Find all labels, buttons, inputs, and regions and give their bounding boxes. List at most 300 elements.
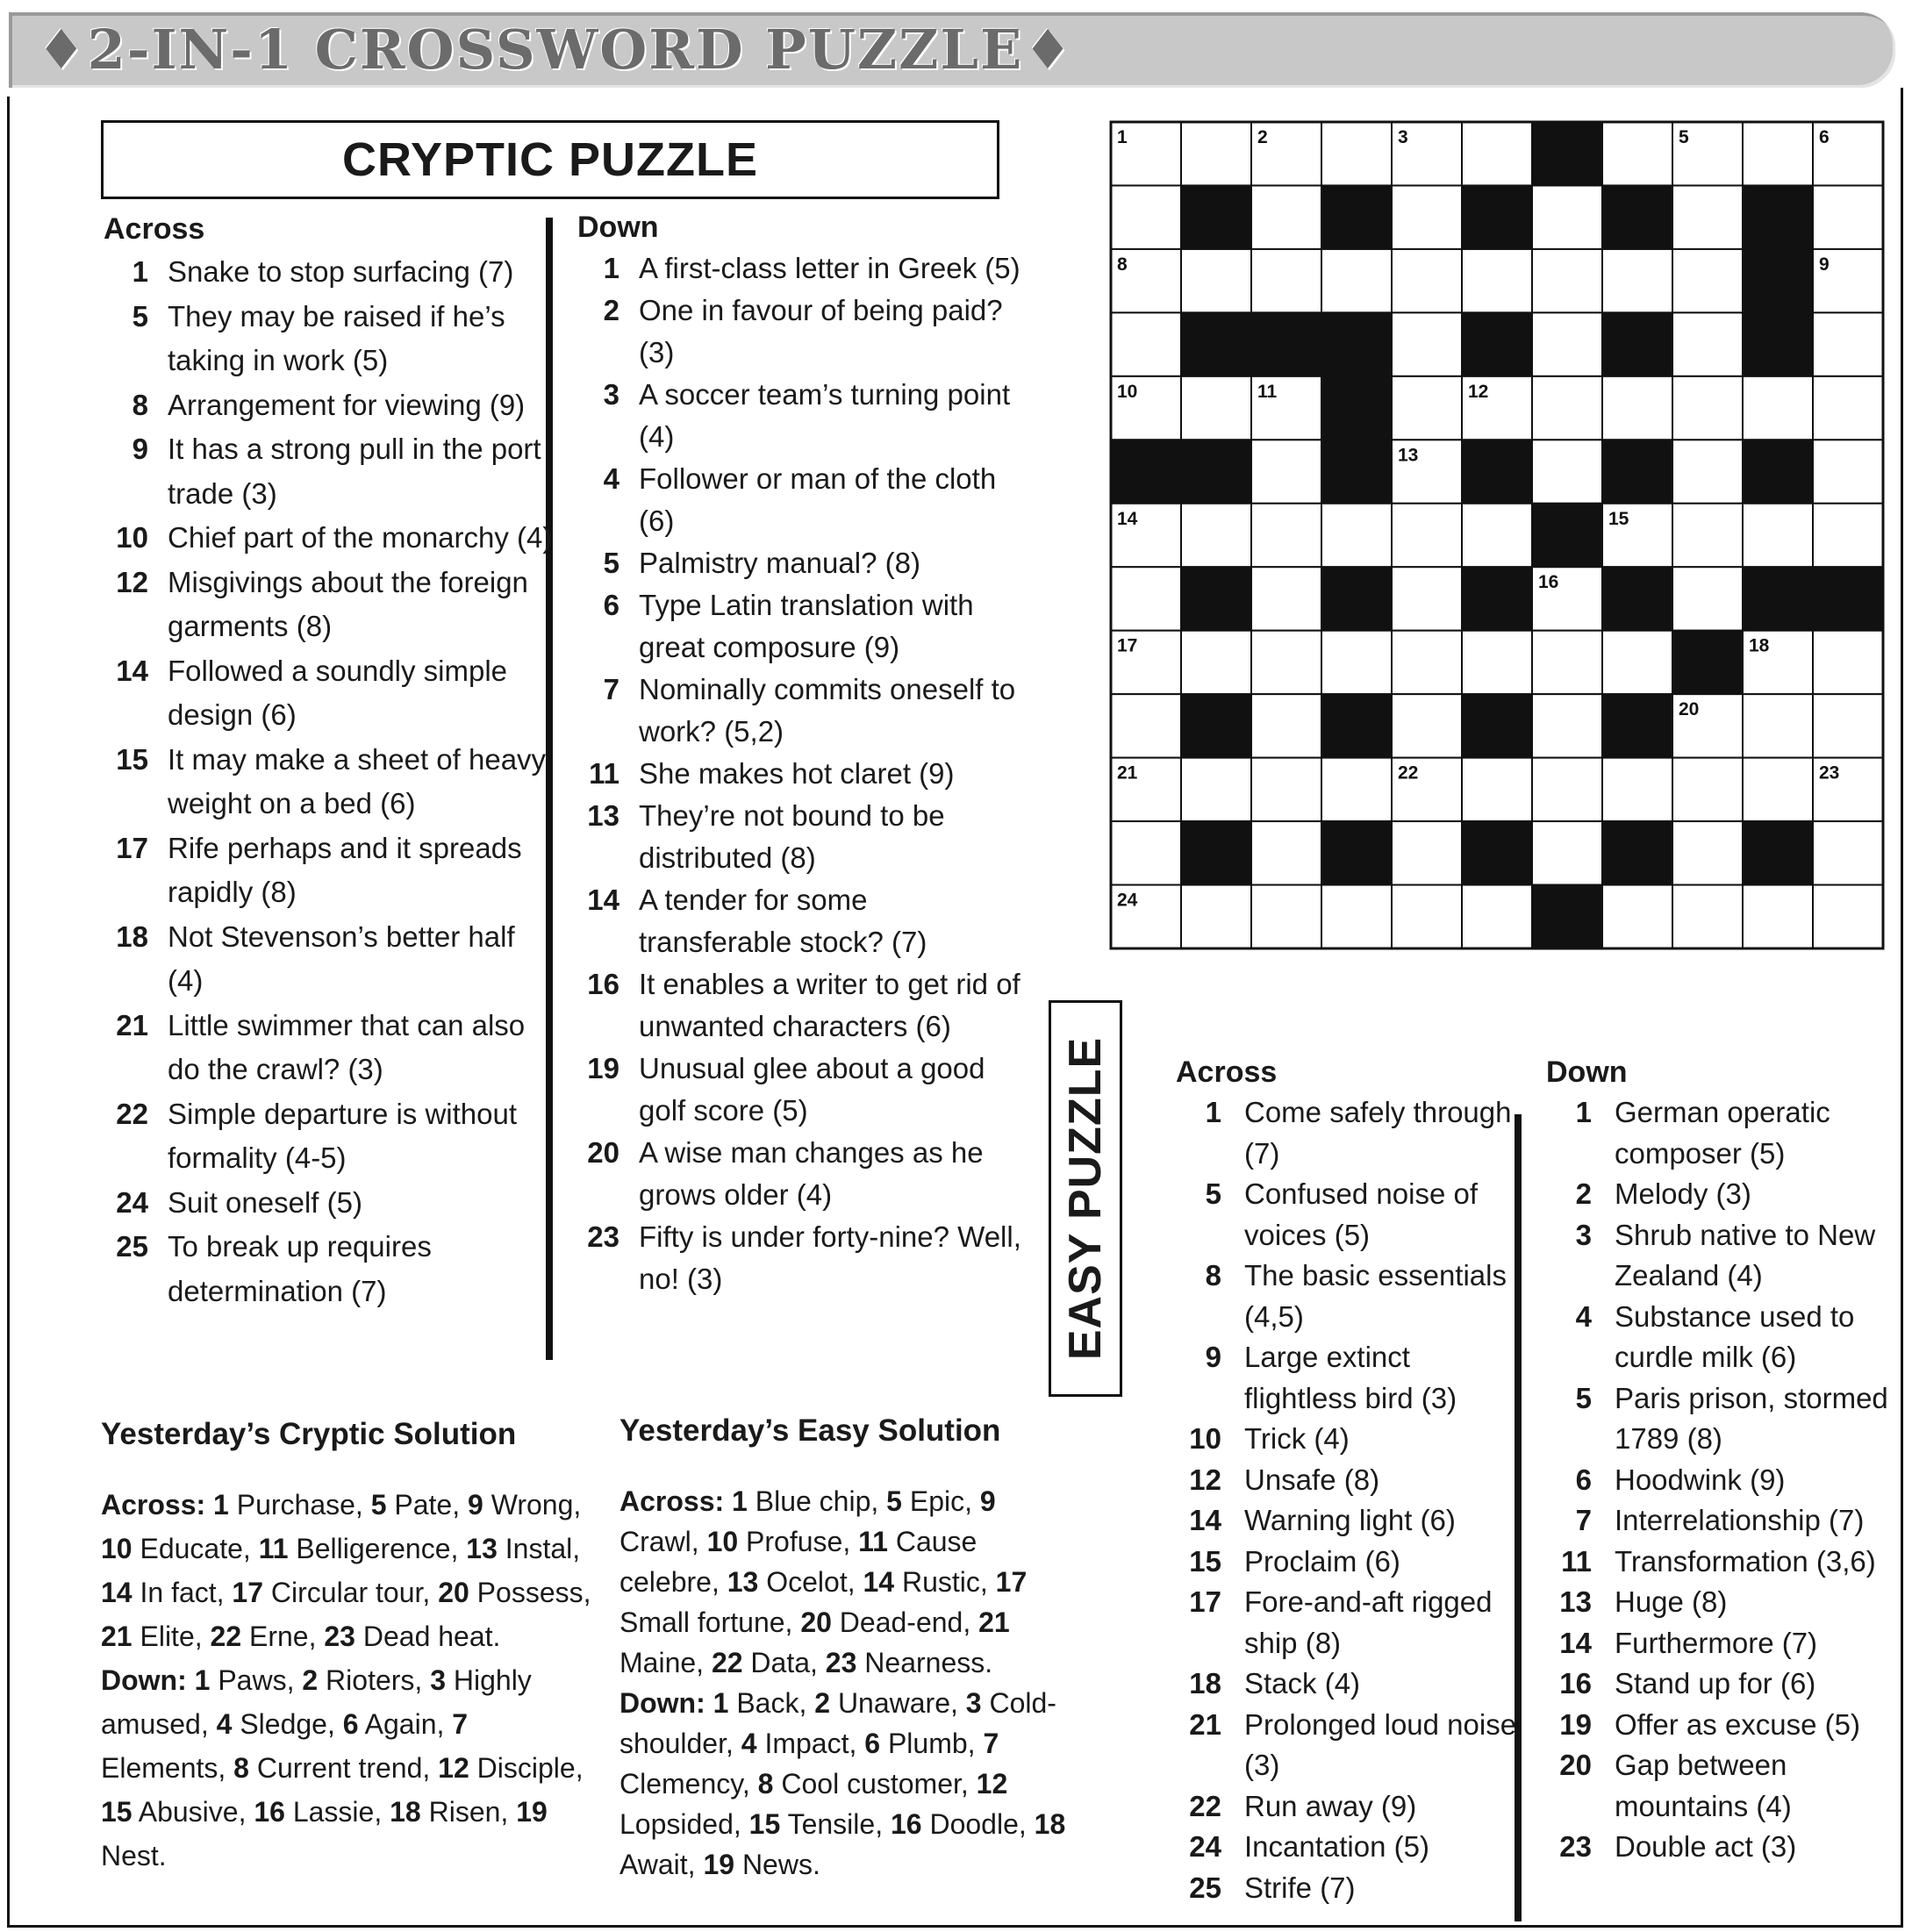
solution-answer: Wrong, bbox=[483, 1489, 582, 1521]
clue-text: A tender for some transferable stock? (7) bbox=[639, 884, 927, 958]
clue-item bbox=[109, 383, 556, 428]
clue-number: 11 bbox=[589, 757, 619, 790]
crossword-grid-svg bbox=[1109, 120, 1885, 950]
grid-cell[interactable] bbox=[1532, 249, 1602, 312]
clue-text: To break up requires determination (7) bbox=[168, 1230, 432, 1307]
solution-number: 13 bbox=[727, 1566, 759, 1598]
solution-number: 23 bbox=[825, 1647, 857, 1678]
clue-number: 3 bbox=[1575, 1218, 1592, 1251]
grid-cell[interactable] bbox=[1462, 504, 1532, 567]
clue-number: 3 bbox=[603, 378, 619, 411]
grid-cell-black bbox=[1602, 312, 1672, 376]
clue-text: They’re not bound to be distributed (8) bbox=[639, 799, 945, 874]
grid-cell[interactable] bbox=[1602, 376, 1672, 440]
grid-cell[interactable] bbox=[1672, 821, 1743, 884]
grid-cell[interactable] bbox=[1743, 758, 1813, 821]
grid-cell[interactable] bbox=[1321, 249, 1392, 312]
clue-item bbox=[1546, 1500, 1897, 1542]
cryptic-title: CRYPTIC PUZZLE bbox=[341, 133, 758, 186]
clue-number: 7 bbox=[603, 673, 619, 705]
grid-cell-black bbox=[1321, 567, 1392, 630]
clue-item bbox=[1546, 1664, 1897, 1705]
clue-text: Huge (8) bbox=[1615, 1585, 1728, 1618]
clue-number: 14 bbox=[116, 654, 148, 687]
solution-number: 19 bbox=[516, 1796, 548, 1828]
clue-number: 6 bbox=[603, 589, 619, 621]
solution-answer: Blue chip, bbox=[747, 1485, 887, 1517]
clue-item bbox=[583, 458, 1021, 542]
grid-number: 24 bbox=[1117, 890, 1138, 911]
grid-cell[interactable] bbox=[1602, 631, 1672, 694]
solution-number: 4 bbox=[216, 1708, 233, 1740]
clue-item bbox=[1546, 1174, 1897, 1215]
clue-number: 2 bbox=[1575, 1177, 1592, 1210]
grid-cell[interactable] bbox=[1251, 631, 1321, 694]
solution-number: 20 bbox=[800, 1606, 832, 1638]
solution-answer: Await, bbox=[619, 1849, 704, 1880]
grid-number: 2 bbox=[1257, 127, 1268, 147]
easy-solution-heading: Yesterday’s Easy Solution bbox=[619, 1413, 1001, 1448]
grid-number: 23 bbox=[1819, 762, 1840, 784]
clue-item bbox=[1546, 1745, 1897, 1827]
clue-item bbox=[1176, 1092, 1518, 1174]
grid-number: 12 bbox=[1468, 381, 1489, 402]
solution-section-label: Down: bbox=[619, 1687, 713, 1719]
clue-item bbox=[109, 427, 556, 516]
grid-cell[interactable] bbox=[1672, 885, 1743, 948]
solution-answer: Possess, bbox=[469, 1577, 591, 1608]
clue-text: Nominally commits oneself to work? (5,2) bbox=[639, 673, 1016, 748]
grid-cell[interactable] bbox=[1251, 694, 1321, 757]
clue-item bbox=[583, 290, 1021, 374]
clue-text: Offer as excuse (5) bbox=[1615, 1707, 1861, 1741]
grid-cell[interactable] bbox=[1743, 122, 1813, 185]
grid-cell[interactable] bbox=[1392, 821, 1462, 884]
solution-answer: Highly amused, bbox=[101, 1664, 532, 1740]
grid-cell[interactable] bbox=[1813, 376, 1883, 440]
grid-cell-black bbox=[1672, 631, 1743, 694]
solution-answer: Elite, bbox=[132, 1621, 211, 1652]
solution-number: 16 bbox=[254, 1796, 285, 1828]
clue-number: 14 bbox=[1559, 1626, 1592, 1659]
clue-text: Follower or man of the cloth (6) bbox=[639, 462, 997, 537]
grid-cell-black bbox=[1181, 567, 1251, 630]
grid-cell[interactable] bbox=[1111, 694, 1181, 757]
clue-number: 5 bbox=[1205, 1177, 1221, 1210]
clue-text: Transformation (3,6) bbox=[1615, 1544, 1876, 1578]
solution-number: 15 bbox=[101, 1796, 132, 1828]
clue-number: 23 bbox=[1559, 1830, 1592, 1863]
clue-number: 8 bbox=[1205, 1259, 1221, 1292]
grid-cell[interactable] bbox=[1813, 885, 1883, 948]
solution-answer: Risen, bbox=[420, 1796, 517, 1828]
grid-cell[interactable] bbox=[1392, 694, 1462, 757]
clue-number: 8 bbox=[132, 388, 148, 421]
grid-cell[interactable] bbox=[1251, 821, 1321, 884]
grid-cell[interactable] bbox=[1813, 821, 1883, 884]
solution-answer: Dead heat. bbox=[354, 1621, 501, 1652]
clue-number: 23 bbox=[587, 1220, 619, 1253]
solution-number: 1 bbox=[713, 1687, 729, 1719]
grid-cell[interactable] bbox=[1321, 504, 1392, 567]
clue-text: Proclaim (6) bbox=[1244, 1544, 1400, 1578]
grid-cell[interactable] bbox=[1111, 185, 1181, 248]
clue-item bbox=[583, 247, 1021, 290]
clue-text: Substance used to curdle milk (6) bbox=[1615, 1299, 1855, 1373]
solution-number: 13 bbox=[466, 1533, 498, 1564]
clue-text: The basic essentials (4,5) bbox=[1244, 1259, 1507, 1333]
grid-cell-black bbox=[1181, 312, 1251, 376]
grid-cell[interactable] bbox=[1813, 631, 1883, 694]
grid-number: 3 bbox=[1398, 127, 1408, 147]
grid-cell[interactable] bbox=[1672, 185, 1743, 248]
clue-text: Stand up for (6) bbox=[1615, 1667, 1816, 1699]
grid-cell-black bbox=[1251, 312, 1321, 376]
grid-cell[interactable] bbox=[1672, 249, 1743, 312]
grid-cell-black bbox=[1181, 821, 1251, 884]
grid-cell[interactable] bbox=[1392, 249, 1462, 312]
grid-cell[interactable] bbox=[1392, 185, 1462, 248]
grid-cell-black bbox=[1743, 567, 1813, 630]
solution-section-label: Across: bbox=[619, 1485, 733, 1517]
clue-item bbox=[1546, 1827, 1897, 1868]
grid-cell[interactable] bbox=[1321, 631, 1392, 694]
grid-cell[interactable] bbox=[1743, 694, 1813, 757]
grid-cell[interactable] bbox=[1392, 631, 1462, 694]
solution-number: 4 bbox=[741, 1728, 757, 1759]
clue-item bbox=[583, 584, 1021, 669]
clue-item bbox=[1546, 1092, 1897, 1174]
clue-item bbox=[1176, 1705, 1518, 1786]
clue-text: Confused noise of voices (5) bbox=[1244, 1177, 1479, 1251]
solution-answer: Abusive, bbox=[132, 1796, 254, 1828]
grid-cell[interactable] bbox=[1181, 758, 1251, 821]
solution-number: 9 bbox=[979, 1485, 996, 1517]
grid-cell[interactable] bbox=[1813, 694, 1883, 757]
grid-cell[interactable] bbox=[1813, 185, 1883, 248]
clue-item bbox=[109, 561, 556, 649]
clue-number: 14 bbox=[587, 884, 619, 916]
grid-cell[interactable] bbox=[1181, 122, 1251, 185]
easy-down-list bbox=[1546, 1092, 1897, 1868]
grid-cell[interactable] bbox=[1181, 885, 1251, 948]
grid-number: 22 bbox=[1398, 762, 1419, 784]
clue-text: Suit oneself (5) bbox=[168, 1185, 362, 1219]
clue-text: Little swimmer that can also do the crawl? (3) bbox=[168, 1008, 526, 1085]
clue-item bbox=[583, 1216, 1021, 1300]
clue-number: 11 bbox=[1561, 1544, 1592, 1578]
clue-text: Not Stevenson’s better half (4) bbox=[168, 919, 515, 997]
grid-cell[interactable] bbox=[1672, 504, 1743, 567]
solution-answer: News. bbox=[734, 1849, 820, 1880]
solution-number: 10 bbox=[706, 1526, 739, 1557]
clue-item bbox=[1176, 1868, 1518, 1909]
clue-item bbox=[583, 963, 1021, 1048]
grid-cell[interactable] bbox=[1743, 504, 1813, 567]
solution-number: 21 bbox=[978, 1606, 1010, 1638]
easy-title: EASY PUZZLE bbox=[1060, 1036, 1111, 1361]
clue-number: 24 bbox=[116, 1185, 148, 1219]
grid-cell[interactable] bbox=[1813, 504, 1883, 567]
grid-cell[interactable] bbox=[1532, 821, 1602, 884]
solution-answer: Impact, bbox=[756, 1728, 865, 1759]
grid-cell[interactable] bbox=[1251, 440, 1321, 503]
grid-cell-black bbox=[1743, 821, 1813, 884]
clue-number: 20 bbox=[1559, 1749, 1592, 1781]
grid-cell-black bbox=[1181, 440, 1251, 503]
clue-item bbox=[109, 738, 556, 826]
solution-answer: Doodle, bbox=[921, 1808, 1035, 1840]
clue-text: Melody (3) bbox=[1615, 1177, 1751, 1210]
grid-number: 1 bbox=[1117, 127, 1128, 147]
clue-item bbox=[1176, 1786, 1518, 1828]
grid-cell[interactable] bbox=[1532, 631, 1602, 694]
grid-cell[interactable] bbox=[1251, 504, 1321, 567]
solution-answer: Maine, bbox=[619, 1647, 712, 1678]
grid-cell[interactable] bbox=[1251, 885, 1321, 948]
easy-down-heading: Down bbox=[1546, 1055, 1628, 1089]
solution-answer: Small fortune, bbox=[619, 1606, 801, 1638]
grid-cell[interactable] bbox=[1532, 758, 1602, 821]
clue-item bbox=[1176, 1582, 1518, 1664]
grid-cell[interactable] bbox=[1602, 122, 1672, 185]
clue-number: 12 bbox=[1189, 1463, 1221, 1496]
clue-number: 15 bbox=[1189, 1544, 1221, 1578]
grid-cell[interactable] bbox=[1462, 249, 1532, 312]
grid-number: 25 bbox=[1538, 890, 1559, 911]
grid-cell[interactable] bbox=[1181, 376, 1251, 440]
clue-number: 9 bbox=[132, 433, 148, 465]
clue-item bbox=[1176, 1542, 1518, 1583]
grid-cell[interactable] bbox=[1181, 249, 1251, 312]
solution-answer: Sledge, bbox=[232, 1708, 343, 1740]
grid-cell-black bbox=[1181, 694, 1251, 757]
solution-number: 22 bbox=[210, 1621, 242, 1652]
clue-number: 5 bbox=[1575, 1381, 1592, 1414]
grid-cell-black bbox=[1181, 185, 1251, 248]
grid-cell[interactable] bbox=[1743, 376, 1813, 440]
cryptic-across-heading: Across bbox=[104, 212, 205, 246]
grid-number: 18 bbox=[1749, 635, 1770, 656]
clue-text: Double act (3) bbox=[1615, 1830, 1797, 1863]
solution-answer: Epic, bbox=[901, 1485, 980, 1517]
clue-text: Snake to stop surfacing (7) bbox=[168, 255, 514, 288]
grid-cell[interactable] bbox=[1672, 567, 1743, 630]
clue-item bbox=[1546, 1378, 1897, 1460]
grid-cell[interactable] bbox=[1392, 567, 1462, 630]
solution-answer: In fact, bbox=[132, 1577, 233, 1608]
solution-answer: Unaware, bbox=[830, 1687, 966, 1719]
grid-cell[interactable] bbox=[1672, 312, 1743, 376]
clue-text: Simple departure is without formality (4-5) bbox=[168, 1097, 518, 1174]
solution-answer: Data, bbox=[742, 1647, 826, 1678]
solution-number: 7 bbox=[452, 1708, 469, 1740]
solution-number: 8 bbox=[757, 1768, 774, 1800]
grid-cell[interactable] bbox=[1251, 249, 1321, 312]
grid-number: 13 bbox=[1398, 445, 1419, 466]
grid-cell[interactable] bbox=[1392, 504, 1462, 567]
grid-cell[interactable] bbox=[1813, 440, 1883, 503]
cryptic-across-list bbox=[109, 250, 556, 1313]
cryptic-down-list bbox=[583, 247, 1021, 1300]
solution-section-label: Down: bbox=[101, 1664, 195, 1696]
grid-cell[interactable] bbox=[1813, 312, 1883, 376]
solution-answer: Ocelot, bbox=[758, 1566, 863, 1598]
clue-text: It has a strong pull in the port trade (3) bbox=[168, 433, 541, 510]
grid-cell-black bbox=[1462, 567, 1532, 630]
solution-number: 18 bbox=[390, 1796, 421, 1828]
grid-cell-black bbox=[1602, 440, 1672, 503]
solution-answer: Crawl, bbox=[619, 1526, 707, 1557]
clue-item bbox=[1546, 1297, 1897, 1378]
clue-item bbox=[109, 1004, 556, 1092]
solution-number: 14 bbox=[101, 1577, 132, 1608]
grid-cell-black bbox=[1462, 185, 1532, 248]
clue-number: 4 bbox=[1575, 1299, 1592, 1333]
clue-item bbox=[583, 1048, 1021, 1132]
clue-text: Incantation (5) bbox=[1244, 1830, 1429, 1863]
clue-number: 18 bbox=[116, 919, 148, 953]
solution-answer: Instal, bbox=[497, 1533, 581, 1564]
clue-text: Run away (9) bbox=[1244, 1789, 1417, 1822]
grid-cell[interactable] bbox=[1532, 376, 1602, 440]
solution-answer: Disciple, bbox=[469, 1752, 584, 1784]
clue-text: She makes hot claret (9) bbox=[639, 757, 955, 790]
solution-answer: Circular tour, bbox=[263, 1577, 439, 1608]
solution-answer: Clemency, bbox=[619, 1768, 758, 1800]
grid-cell[interactable] bbox=[1321, 122, 1392, 185]
solution-answer: Rioters, bbox=[318, 1664, 431, 1696]
clue-item bbox=[1176, 1827, 1518, 1868]
solution-section-label: Across: bbox=[101, 1489, 214, 1521]
grid-cell-black bbox=[1462, 312, 1532, 376]
clue-text: Stack (4) bbox=[1244, 1667, 1361, 1699]
grid-cell[interactable] bbox=[1392, 312, 1462, 376]
grid-cell-black bbox=[1321, 440, 1392, 503]
solution-answer: Current trend, bbox=[248, 1752, 439, 1784]
clue-text: They may be raised if he’s taking in work (5) bbox=[168, 299, 505, 376]
grid-cell-black bbox=[1462, 821, 1532, 884]
clue-number: 21 bbox=[1189, 1707, 1221, 1741]
clue-text: Strife (7) bbox=[1244, 1871, 1356, 1904]
grid-cell[interactable] bbox=[1251, 567, 1321, 630]
clue-text: Prolonged loud noise (3) bbox=[1244, 1707, 1517, 1781]
grid-cell[interactable] bbox=[1181, 631, 1251, 694]
solution-number: 1 bbox=[213, 1489, 229, 1521]
grid-number: 5 bbox=[1679, 127, 1689, 147]
clue-number: 9 bbox=[1205, 1341, 1221, 1373]
clue-text: Unusual glee about a good golf score (5) bbox=[639, 1052, 985, 1127]
clue-number: 25 bbox=[1189, 1871, 1221, 1904]
grid-cell[interactable] bbox=[1251, 185, 1321, 248]
clue-item bbox=[1546, 1582, 1897, 1623]
solution-answer: Cool customer, bbox=[773, 1768, 977, 1800]
grid-cell-black bbox=[1743, 185, 1813, 248]
solution-number: 1 bbox=[194, 1664, 211, 1696]
solution-number: 3 bbox=[965, 1687, 982, 1719]
grid-number: 20 bbox=[1679, 699, 1700, 720]
crossword-logo: ♦2-IN-1 CROSSWORD PUZZLE♦ bbox=[37, 18, 1074, 82]
clue-text: It enables a writer to get rid of unwanted characters (6) bbox=[639, 968, 1020, 1042]
clue-text: Followed a soundly simple design (6) bbox=[168, 654, 508, 731]
grid-cell[interactable] bbox=[1532, 312, 1602, 376]
clue-item bbox=[109, 1092, 556, 1181]
clue-text: A soccer team’s turning point (4) bbox=[639, 378, 1011, 453]
clue-number: 15 bbox=[116, 742, 148, 776]
solution-number: 16 bbox=[890, 1808, 922, 1840]
clue-number: 1 bbox=[1575, 1096, 1592, 1128]
grid-cell[interactable] bbox=[1602, 249, 1672, 312]
grid-cell[interactable] bbox=[1392, 376, 1462, 440]
clue-number: 22 bbox=[1189, 1789, 1221, 1822]
grid-cell[interactable] bbox=[1111, 567, 1181, 630]
grid-cell[interactable] bbox=[1251, 758, 1321, 821]
grid-cell[interactable] bbox=[1462, 631, 1532, 694]
grid-cell[interactable] bbox=[1462, 122, 1532, 185]
grid-cell[interactable] bbox=[1602, 758, 1672, 821]
solution-answer: Erne, bbox=[241, 1621, 325, 1652]
solution-number: 17 bbox=[995, 1566, 1028, 1598]
clue-item bbox=[583, 374, 1021, 458]
grid-number: 14 bbox=[1117, 508, 1138, 529]
clue-number: 7 bbox=[1575, 1504, 1592, 1536]
clue-text: Furthermore (7) bbox=[1615, 1626, 1818, 1659]
grid-cell[interactable] bbox=[1602, 885, 1672, 948]
clue-item bbox=[583, 1132, 1021, 1216]
grid-cell[interactable] bbox=[1462, 758, 1532, 821]
grid-cell[interactable] bbox=[1111, 312, 1181, 376]
clue-number: 10 bbox=[1189, 1422, 1221, 1455]
clue-item bbox=[1546, 1623, 1897, 1664]
clue-item bbox=[109, 516, 556, 561]
solution-number: 8 bbox=[233, 1752, 249, 1784]
grid-cell[interactable] bbox=[1321, 758, 1392, 821]
solution-number: 6 bbox=[342, 1708, 359, 1740]
crossword-grid bbox=[1109, 120, 1885, 950]
page-banner bbox=[9, 12, 1895, 88]
grid-number: 10 bbox=[1117, 381, 1138, 402]
solution-answer: Nearness. bbox=[856, 1647, 993, 1678]
grid-cell[interactable] bbox=[1672, 376, 1743, 440]
grid-cell[interactable] bbox=[1321, 885, 1392, 948]
clue-text: A first-class letter in Greek (5) bbox=[639, 252, 1020, 284]
clue-text: It may make a sheet of heavy weight on a bed (6) bbox=[168, 742, 547, 819]
grid-cell[interactable] bbox=[1181, 504, 1251, 567]
grid-number: 9 bbox=[1819, 254, 1830, 275]
grid-cell[interactable] bbox=[1743, 885, 1813, 948]
solution-number: 11 bbox=[858, 1526, 888, 1557]
solution-number: 22 bbox=[711, 1647, 743, 1678]
clue-number: 19 bbox=[1559, 1707, 1592, 1741]
grid-cell[interactable] bbox=[1392, 885, 1462, 948]
grid-cell-black bbox=[1532, 504, 1602, 567]
clue-number: 1 bbox=[603, 252, 619, 284]
clue-number: 12 bbox=[116, 565, 148, 598]
grid-cell-black bbox=[1321, 376, 1392, 440]
grid-cell[interactable] bbox=[1532, 440, 1602, 503]
solution-answer: Nest. bbox=[101, 1840, 167, 1871]
grid-cell[interactable] bbox=[1111, 821, 1181, 884]
clue-text: Trick (4) bbox=[1244, 1422, 1350, 1455]
grid-cell[interactable] bbox=[1462, 885, 1532, 948]
clue-text: Fore-and-aft rigged ship (8) bbox=[1244, 1585, 1493, 1659]
solution-answer: Cold-shoulder, bbox=[619, 1687, 1056, 1759]
grid-cell[interactable] bbox=[1532, 185, 1602, 248]
grid-cell[interactable] bbox=[1672, 758, 1743, 821]
clue-item bbox=[109, 826, 556, 915]
grid-cell[interactable] bbox=[1532, 694, 1602, 757]
grid-cell[interactable] bbox=[1672, 440, 1743, 503]
